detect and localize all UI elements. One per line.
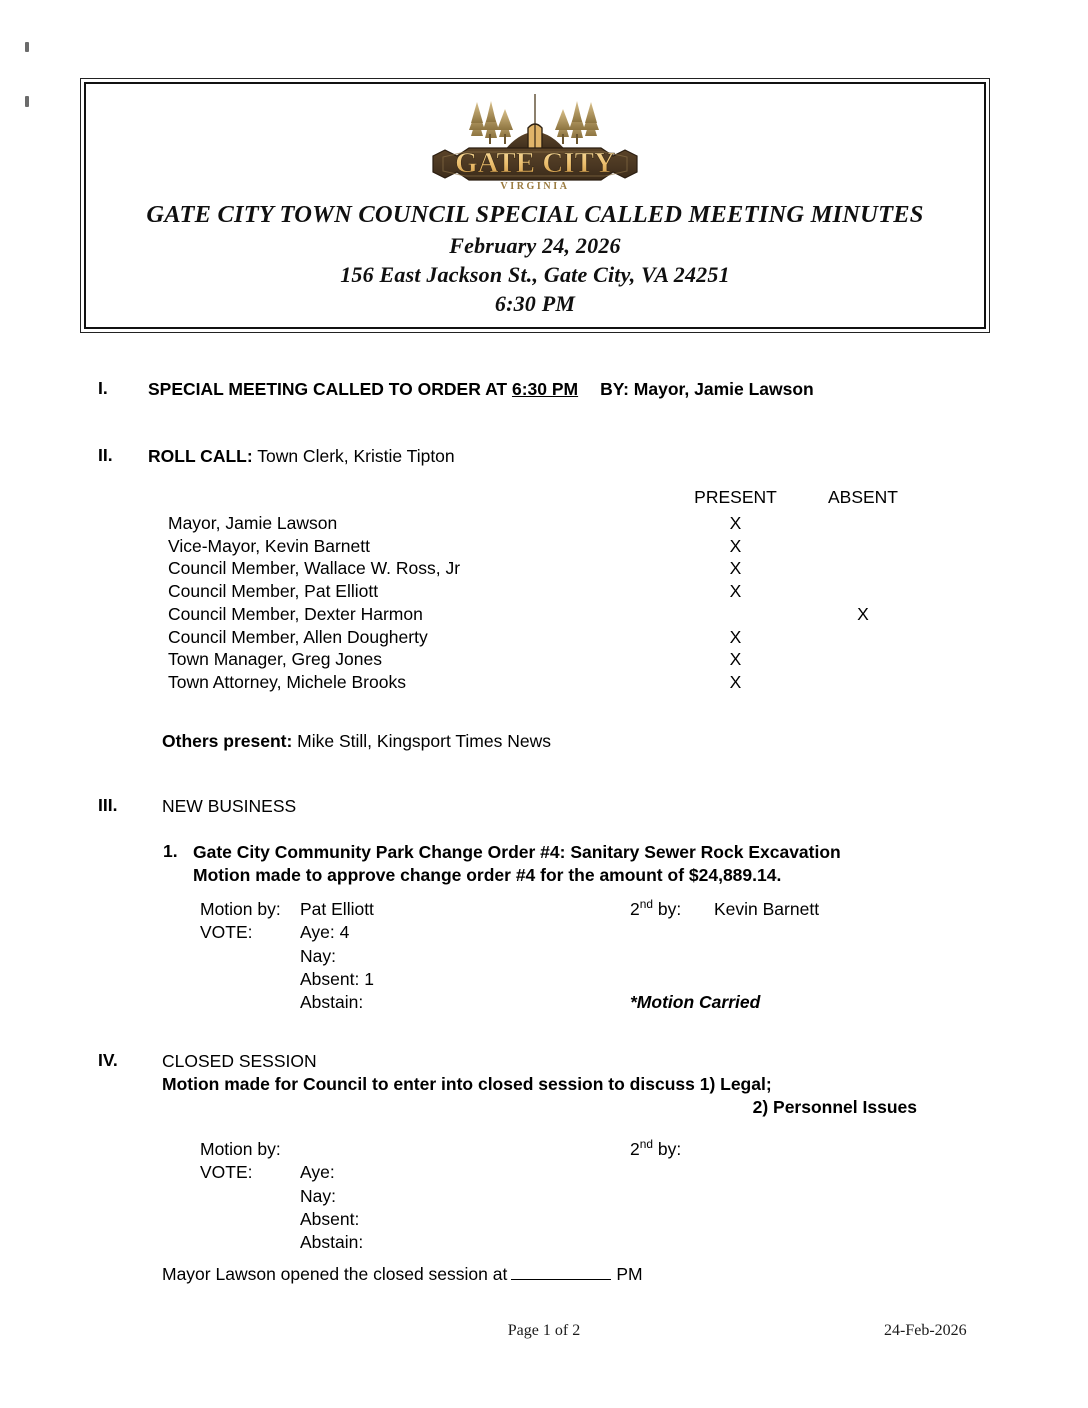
attendee-absent-mark — [803, 626, 923, 649]
motion-by-label: Motion by: — [200, 1139, 281, 1159]
attendee-present-mark: X — [729, 626, 742, 647]
vote-label: VOTE: — [200, 1162, 253, 1183]
attendee-absent-mark — [803, 535, 923, 558]
attendee-present-mark: X — [729, 535, 742, 556]
seal-subtext: VIRGINIA — [500, 181, 570, 192]
section-three-title: NEW BUSINESS — [162, 796, 297, 816]
attendee-absent-mark — [803, 512, 923, 535]
vote-nay: Nay: — [300, 945, 336, 966]
vote-spacer — [200, 1231, 300, 1254]
footer-date: 24-Feb-2026 — [884, 1322, 967, 1339]
table-row — [168, 580, 923, 603]
document-date: February 24, 2026 — [449, 232, 621, 258]
section-two-heading — [148, 445, 455, 468]
table-row — [168, 626, 923, 649]
section-one-text-after: BY: Mayor, Jamie Lawson — [600, 379, 814, 399]
table-row — [168, 535, 923, 558]
section-two-numeral: II. — [98, 445, 113, 465]
column-header-name — [168, 486, 668, 512]
vote-aye: Aye: 4 — [300, 922, 350, 943]
attendee-absent-mark — [803, 648, 923, 671]
column-header-present: PRESENT — [694, 487, 777, 507]
attendee-name: Mayor, Jamie Lawson — [168, 512, 338, 533]
business-item-body — [193, 841, 841, 887]
vote-abstain-row — [200, 1231, 714, 1254]
closed-session-opened-line — [162, 1263, 643, 1286]
table-row — [168, 671, 923, 694]
second-by-label: 2nd by: — [630, 897, 682, 919]
table-header-row — [168, 486, 923, 512]
vote-absent-row — [200, 1208, 714, 1231]
vote-spacer — [200, 1208, 300, 1231]
document-address: 156 East Jackson St., Gate City, VA 24251 — [340, 261, 730, 287]
table-row — [168, 512, 923, 535]
vote-aye-row — [200, 1161, 714, 1184]
motion-by-value — [300, 1138, 630, 1161]
table-row — [168, 603, 923, 626]
second-by-value: Kevin Barnett — [714, 899, 820, 919]
document-time: 6:30 PM — [494, 290, 576, 316]
footer-page-number: Page 1 of 2 — [507, 1322, 581, 1339]
vote-absent: Absent: — [300, 1208, 360, 1229]
seal-wordmark: GATE CITY — [455, 147, 615, 179]
roll-call-clerk: Town Clerk, Kristie Tipton — [252, 446, 455, 466]
section-one-text-before: SPECIAL MEETING CALLED TO ORDER AT — [148, 379, 508, 399]
table-row — [168, 648, 923, 671]
document-header-box — [80, 78, 990, 333]
opened-text-before: Mayor Lawson opened the closed session at — [162, 1264, 508, 1284]
section-one-heading — [148, 378, 814, 401]
business-item-title: Gate City Community Park Change Order #4: Sanitary Sewer Rock Excavation — [193, 842, 841, 862]
motion-by-value: Pat Elliott — [300, 899, 374, 919]
attendee-name: Town Manager, Greg Jones — [168, 649, 383, 670]
vote-abstain: Abstain: — [300, 992, 364, 1013]
motion-block-closed-session — [200, 1138, 714, 1254]
section-four-numeral: IV. — [98, 1050, 118, 1070]
roll-call-label: ROLL CALL: — [148, 446, 253, 466]
tree-cluster-left — [469, 101, 513, 144]
motion-by-row — [200, 898, 819, 921]
second-by-label: 2nd by: — [630, 1137, 682, 1159]
motion-by-label: Motion by: — [200, 899, 281, 919]
time-blank-field[interactable] — [511, 1264, 611, 1280]
vote-nay-row — [200, 945, 819, 968]
others-present-value: Mike Still, Kingsport Times News — [292, 731, 551, 751]
vote-abstain: Abstain: — [300, 1232, 364, 1253]
motion-result: *Motion Carried — [630, 992, 761, 1013]
vote-aye-row — [200, 921, 819, 944]
scan-artifact-mark — [25, 96, 29, 107]
opened-text-after: PM — [616, 1264, 643, 1284]
attendee-absent-mark — [803, 557, 923, 580]
vote-label: VOTE: — [200, 922, 253, 943]
vote-abstain-row — [200, 991, 819, 1014]
attendee-name: Council Member, Dexter Harmon — [168, 603, 423, 624]
table-row — [168, 557, 923, 580]
section-one-numeral: I. — [98, 378, 108, 398]
second-ordinal-suffix: nd — [639, 1137, 653, 1152]
second-ordinal-suffix: nd — [639, 897, 653, 912]
column-header-absent: ABSENT — [827, 487, 899, 507]
section-four-title: CLOSED SESSION — [162, 1051, 317, 1071]
vote-nay-row — [200, 1185, 714, 1208]
others-present-line — [162, 730, 551, 753]
vote-spacer — [200, 991, 300, 1014]
others-present-label: Others present: — [162, 731, 293, 751]
closed-session-line-one: Motion made for Council to enter into closed session to discuss 1) Legal; — [162, 1073, 772, 1094]
roll-call-table — [168, 486, 923, 694]
attendee-name: Town Attorney, Michele Brooks — [168, 672, 406, 692]
attendee-present-mark: X — [729, 581, 742, 601]
motion-block-new-business — [200, 898, 819, 1014]
attendee-name: Council Member, Wallace W. Ross, Jr — [168, 558, 461, 579]
vote-spacer — [200, 945, 300, 968]
motion-by-row — [200, 1138, 714, 1161]
closed-session-line-two: 2) Personnel Issues — [752, 1096, 917, 1117]
vote-nay: Nay: — [300, 1185, 336, 1206]
attendee-present-mark: X — [729, 512, 742, 533]
section-three-numeral: III. — [98, 795, 118, 815]
vote-spacer — [200, 1185, 300, 1208]
tree-cluster-right — [555, 101, 599, 144]
vote-spacer — [200, 968, 300, 991]
vote-absent-row — [200, 968, 819, 991]
scan-artifact-mark — [25, 42, 29, 52]
gate-city-seal-logo — [425, 90, 645, 198]
attendee-present-mark — [668, 603, 803, 626]
attendee-name: Vice-Mayor, Kevin Barnett — [168, 535, 370, 556]
attendee-name: Council Member, Allen Dougherty — [168, 626, 428, 647]
document-title: GATE CITY TOWN COUNCIL SPECIAL CALLED MEETING MINUTES — [146, 201, 924, 228]
attendee-present-mark: X — [729, 558, 742, 579]
attendee-absent-mark: X — [857, 603, 869, 624]
attendee-present-mark: X — [729, 672, 742, 692]
section-one-time: 6:30 PM — [511, 379, 579, 399]
business-item-number: 1. — [163, 841, 178, 861]
attendee-name: Council Member, Pat Elliott — [168, 581, 379, 601]
document-header-inner-frame — [84, 82, 986, 329]
business-item-detail: Motion made to approve change order #4 for the amount of $24,889.14. — [193, 864, 782, 885]
attendee-absent-mark — [803, 580, 923, 603]
vote-absent: Absent: 1 — [300, 968, 374, 989]
attendee-absent-mark — [803, 671, 923, 694]
section-four-block — [162, 1050, 917, 1118]
vote-aye: Aye: — [300, 1162, 335, 1183]
attendee-present-mark: X — [729, 649, 742, 670]
